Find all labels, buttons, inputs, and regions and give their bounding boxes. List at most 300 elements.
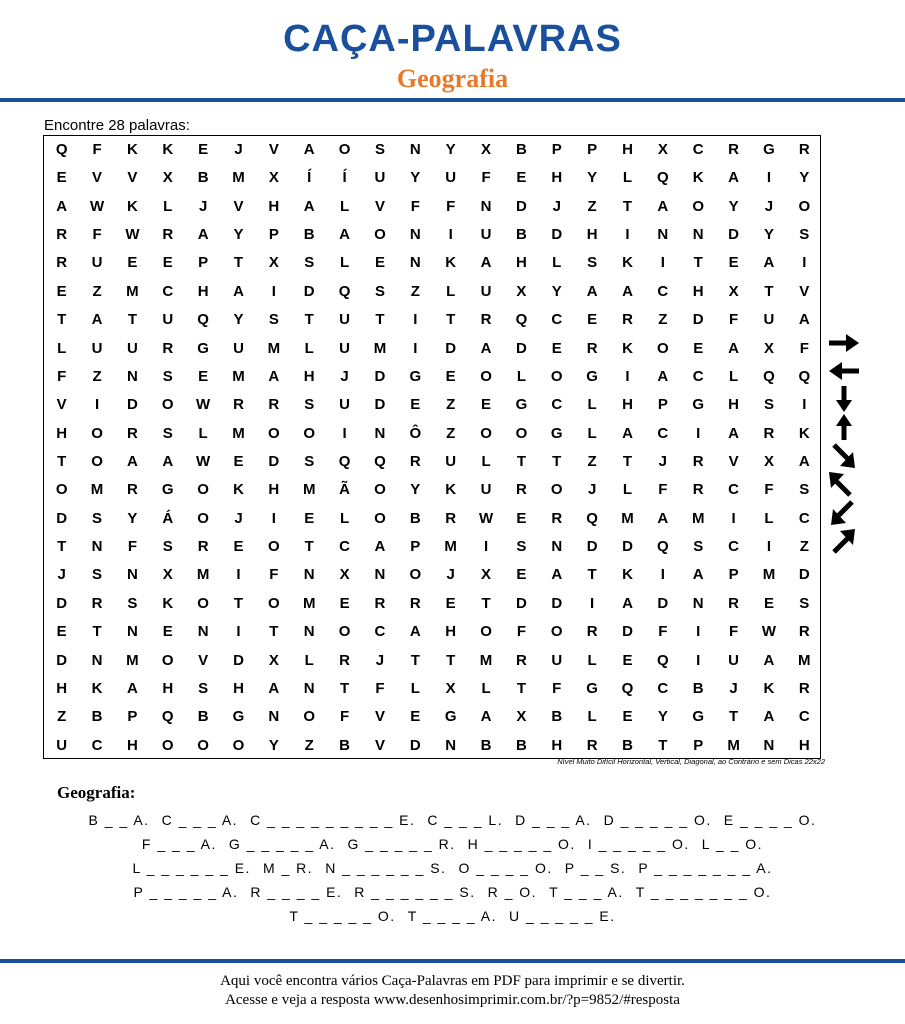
grid-cell[interactable]: A — [728, 424, 739, 442]
grid-cell[interactable]: Z — [57, 708, 67, 726]
grid-cell[interactable]: A — [480, 339, 492, 357]
grid-cell[interactable]: Z — [658, 311, 668, 329]
grid-cell[interactable]: V — [799, 282, 810, 300]
grid-cell[interactable]: U — [339, 396, 350, 414]
grid-cell[interactable]: E — [56, 169, 67, 187]
grid-cell[interactable]: R — [91, 594, 103, 612]
grid-cell[interactable]: A — [339, 226, 350, 244]
grid-cell[interactable]: Q — [197, 311, 209, 329]
grid-cell[interactable]: E — [622, 708, 633, 726]
grid-cell[interactable]: N — [445, 736, 457, 754]
grid-cell[interactable]: I — [696, 623, 701, 641]
grid-cell[interactable]: N — [126, 566, 138, 584]
grid-cell[interactable]: F — [410, 197, 420, 215]
grid-cell[interactable]: I — [660, 254, 665, 272]
grid-cell[interactable]: I — [342, 424, 347, 442]
grid-cell[interactable]: R — [409, 594, 421, 612]
grid-cell[interactable]: C — [657, 282, 669, 300]
grid-cell[interactable]: V — [374, 736, 385, 754]
grid-cell[interactable]: A — [586, 282, 598, 300]
grid-cell[interactable]: Z — [799, 538, 809, 556]
grid-cell[interactable]: W — [196, 453, 211, 470]
grid-cell[interactable]: D — [268, 453, 280, 470]
grid-cell[interactable]: X — [763, 453, 774, 470]
grid-cell[interactable]: F — [340, 708, 350, 726]
grid-cell[interactable]: I — [625, 226, 630, 244]
grid-cell[interactable]: L — [587, 708, 597, 726]
grid-cell[interactable]: F — [799, 339, 809, 357]
grid-cell[interactable]: I — [696, 651, 701, 669]
grid-cell[interactable]: O — [798, 197, 811, 215]
grid-cell[interactable]: V — [374, 708, 385, 726]
grid-cell[interactable]: P — [657, 396, 668, 414]
grid-cell[interactable]: E — [763, 594, 774, 612]
grid-cell[interactable]: Y — [233, 226, 244, 244]
grid-cell[interactable]: X — [445, 679, 456, 697]
grid-cell[interactable]: F — [269, 566, 279, 584]
grid-cell[interactable]: O — [515, 424, 528, 442]
grid-cell[interactable]: L — [410, 679, 420, 697]
grid-cell[interactable]: T — [57, 538, 67, 556]
grid-cell[interactable]: K — [692, 169, 704, 187]
grid-cell[interactable]: A — [551, 566, 563, 584]
grid-cell[interactable]: G — [409, 367, 422, 385]
grid-cell[interactable]: H — [622, 141, 633, 158]
grid-cell[interactable]: A — [162, 453, 174, 470]
grid-cell[interactable]: O — [303, 424, 316, 442]
grid-cell[interactable]: Q — [338, 282, 351, 300]
grid-cell[interactable]: O — [232, 736, 245, 754]
grid-cell[interactable]: D — [515, 197, 527, 215]
grid-cell[interactable]: D — [56, 594, 68, 612]
grid-cell[interactable]: E — [516, 509, 527, 527]
grid-cell[interactable]: V — [374, 197, 385, 215]
grid-cell[interactable]: D — [409, 736, 421, 754]
grid-cell[interactable]: E — [162, 254, 173, 272]
grid-cell[interactable]: R — [515, 651, 527, 669]
grid-cell[interactable]: N — [374, 566, 386, 584]
grid-cell[interactable]: P — [551, 141, 562, 158]
grid-cell[interactable]: I — [660, 566, 665, 584]
grid-cell[interactable]: O — [91, 424, 103, 442]
grid-cell[interactable]: C — [728, 538, 739, 556]
grid-cell[interactable]: G — [692, 396, 705, 414]
grid-cell[interactable]: C — [374, 623, 386, 641]
grid-cell[interactable]: R — [798, 623, 810, 641]
grid-cell[interactable]: T — [304, 538, 314, 556]
grid-cell[interactable]: C — [91, 736, 103, 754]
grid-cell[interactable]: E — [410, 708, 421, 726]
grid-cell[interactable]: T — [516, 453, 526, 470]
grid-cell[interactable]: B — [515, 226, 527, 244]
grid-cell[interactable]: Í — [307, 169, 312, 187]
grid-cell[interactable]: R — [374, 594, 386, 612]
grid-cell[interactable]: R — [692, 453, 704, 470]
grid-cell[interactable]: U — [126, 339, 138, 357]
grid-cell[interactable]: R — [798, 141, 810, 158]
grid-cell[interactable]: U — [339, 311, 350, 329]
grid-cell[interactable]: D — [374, 396, 386, 414]
grid-cell[interactable]: R — [728, 141, 739, 158]
grid-cell[interactable]: X — [763, 339, 774, 357]
grid-cell[interactable]: J — [234, 509, 243, 527]
grid-cell[interactable]: P — [587, 141, 598, 158]
grid-cell[interactable]: G — [692, 708, 705, 726]
grid-cell[interactable]: P — [127, 708, 138, 726]
grid-cell[interactable]: T — [481, 594, 491, 612]
grid-cell[interactable]: A — [622, 424, 633, 442]
grid-cell[interactable]: S — [162, 367, 173, 385]
grid-cell[interactable]: N — [657, 226, 669, 244]
grid-cell[interactable]: O — [197, 509, 209, 527]
grid-cell[interactable]: N — [91, 538, 103, 556]
grid-cell[interactable]: S — [693, 538, 704, 556]
grid-cell[interactable]: K — [445, 254, 457, 272]
grid-cell[interactable]: K — [445, 481, 457, 499]
grid-cell[interactable]: O — [374, 509, 386, 527]
grid-cell[interactable]: A — [692, 566, 704, 584]
grid-cell[interactable]: Z — [446, 424, 456, 442]
grid-cell[interactable]: D — [56, 509, 68, 527]
grid-cell[interactable]: S — [516, 538, 527, 556]
grid-cell[interactable]: H — [551, 169, 563, 187]
grid-cell[interactable]: R — [480, 311, 492, 329]
grid-cell[interactable]: N — [126, 623, 138, 641]
grid-cell[interactable]: M — [727, 736, 740, 754]
grid-cell[interactable]: L — [340, 254, 350, 272]
grid-cell[interactable]: O — [657, 339, 669, 357]
grid-cell[interactable]: A — [91, 311, 103, 329]
grid-cell[interactable]: O — [91, 453, 103, 470]
grid-cell[interactable]: B — [339, 736, 350, 754]
grid-cell[interactable]: Ã — [339, 481, 350, 499]
grid-cell[interactable]: V — [92, 169, 103, 187]
grid-cell[interactable]: T — [127, 311, 137, 329]
grid-cell[interactable]: K — [622, 254, 633, 272]
grid-cell[interactable]: O — [409, 566, 422, 584]
grid-cell[interactable]: E — [198, 141, 209, 158]
grid-cell[interactable]: E — [233, 453, 244, 470]
grid-cell[interactable]: U — [728, 651, 739, 669]
grid-cell[interactable]: E — [374, 254, 385, 272]
grid-cell[interactable]: K — [162, 594, 174, 612]
grid-cell[interactable]: N — [692, 594, 704, 612]
grid-cell[interactable]: E — [198, 367, 209, 385]
grid-cell[interactable]: R — [233, 396, 244, 414]
grid-cell[interactable]: E — [233, 538, 244, 556]
grid-cell[interactable]: O — [480, 424, 492, 442]
grid-cell[interactable]: N — [303, 623, 315, 641]
grid-cell[interactable]: W — [125, 226, 140, 244]
grid-cell[interactable]: K — [126, 197, 138, 215]
grid-cell[interactable]: Y — [551, 282, 562, 300]
grid-cell[interactable]: G — [232, 708, 245, 726]
grid-cell[interactable]: A — [763, 708, 775, 726]
grid-cell[interactable]: D — [233, 651, 244, 669]
grid-cell[interactable]: M — [691, 509, 705, 527]
grid-cell[interactable]: H — [126, 736, 138, 754]
grid-cell[interactable]: P — [268, 226, 279, 244]
grid-cell[interactable]: D — [657, 594, 669, 612]
grid-cell[interactable]: A — [480, 254, 492, 272]
grid-cell[interactable]: G — [161, 481, 174, 499]
grid-cell[interactable]: A — [728, 169, 739, 187]
grid-cell[interactable]: Á — [162, 509, 174, 527]
grid-cell[interactable]: M — [373, 339, 387, 357]
grid-cell[interactable]: H — [515, 254, 527, 272]
grid-cell[interactable]: V — [198, 651, 209, 669]
grid-cell[interactable]: U — [162, 311, 174, 329]
grid-cell[interactable]: X — [481, 566, 492, 584]
grid-cell[interactable]: E — [551, 339, 562, 357]
grid-cell[interactable]: P — [693, 736, 704, 754]
grid-cell[interactable]: C — [798, 509, 810, 527]
grid-cell[interactable]: E — [516, 169, 527, 187]
grid-cell[interactable]: H — [268, 481, 280, 499]
grid-cell[interactable]: T — [446, 651, 456, 669]
grid-cell[interactable]: A — [480, 708, 492, 726]
grid-cell[interactable]: E — [445, 367, 456, 385]
grid-cell[interactable]: J — [764, 197, 774, 215]
grid-cell[interactable]: P — [198, 254, 209, 272]
grid-cell[interactable]: G — [515, 396, 528, 414]
grid-cell[interactable]: A — [798, 453, 810, 470]
grid-cell[interactable]: U — [763, 311, 775, 329]
grid-cell[interactable]: N — [197, 623, 209, 641]
grid-cell[interactable]: A — [728, 339, 739, 357]
grid-cell[interactable]: G — [444, 708, 457, 726]
grid-cell[interactable]: L — [729, 367, 739, 385]
grid-cell[interactable]: H — [56, 424, 68, 442]
grid-cell[interactable]: X — [657, 141, 668, 158]
grid-cell[interactable]: F — [92, 226, 102, 244]
grid-cell[interactable]: L — [446, 282, 456, 300]
grid-cell[interactable]: Q — [798, 367, 811, 385]
grid-cell[interactable]: T — [57, 311, 67, 329]
grid-cell[interactable]: L — [57, 339, 67, 357]
grid-cell[interactable]: U — [339, 339, 350, 357]
grid-cell[interactable]: Q — [55, 141, 68, 158]
grid-cell[interactable]: M — [90, 481, 104, 499]
grid-cell[interactable]: E — [410, 396, 421, 414]
grid-cell[interactable]: A — [233, 282, 244, 300]
grid-cell[interactable]: O — [374, 226, 386, 244]
grid-cell[interactable]: C — [657, 679, 669, 697]
grid-cell[interactable]: X — [268, 169, 279, 187]
grid-cell[interactable]: I — [766, 169, 772, 187]
grid-cell[interactable]: M — [232, 169, 245, 187]
grid-cell[interactable]: I — [413, 339, 418, 357]
grid-cell[interactable]: A — [197, 226, 209, 244]
grid-cell[interactable]: D — [622, 623, 633, 641]
grid-cell[interactable]: M — [196, 566, 210, 584]
grid-cell[interactable]: S — [304, 453, 315, 470]
grid-cell[interactable]: O — [55, 481, 68, 499]
grid-cell[interactable]: T — [269, 623, 279, 641]
grid-cell[interactable]: B — [197, 169, 209, 187]
grid-cell[interactable]: Y — [587, 169, 598, 187]
grid-cell[interactable]: T — [340, 679, 350, 697]
grid-cell[interactable]: N — [374, 424, 386, 442]
grid-cell[interactable]: D — [515, 594, 527, 612]
grid-cell[interactable]: C — [339, 538, 350, 556]
grid-cell[interactable]: Q — [657, 169, 669, 187]
grid-cell[interactable]: D — [56, 651, 68, 669]
grid-cell[interactable]: R — [126, 424, 138, 442]
grid-cell[interactable]: L — [587, 424, 597, 442]
grid-cell[interactable]: L — [764, 509, 774, 527]
grid-cell[interactable]: I — [802, 254, 807, 272]
grid-cell[interactable]: U — [480, 481, 492, 499]
grid-cell[interactable]: L — [587, 651, 597, 669]
grid-cell[interactable]: V — [127, 169, 138, 187]
grid-cell[interactable]: Z — [92, 282, 102, 300]
grid-cell[interactable]: D — [374, 367, 386, 385]
grid-cell[interactable]: J — [446, 566, 455, 584]
grid-cell[interactable]: H — [728, 396, 739, 414]
grid-cell[interactable]: U — [56, 736, 68, 754]
grid-cell[interactable]: Y — [410, 169, 421, 187]
grid-cell[interactable]: O — [161, 396, 174, 414]
grid-cell[interactable]: A — [657, 367, 669, 385]
grid-cell[interactable]: M — [267, 339, 281, 357]
grid-cell[interactable]: V — [268, 141, 279, 158]
grid-cell[interactable]: L — [304, 651, 314, 669]
grid-cell[interactable]: O — [268, 594, 280, 612]
grid-cell[interactable]: A — [268, 679, 280, 697]
grid-cell[interactable]: O — [197, 736, 209, 754]
grid-cell[interactable]: K — [91, 679, 103, 697]
grid-cell[interactable]: A — [798, 311, 810, 329]
grid-cell[interactable]: A — [268, 367, 280, 385]
grid-cell[interactable]: U — [233, 339, 244, 357]
grid-cell[interactable]: R — [551, 509, 563, 527]
grid-cell[interactable]: M — [126, 282, 139, 300]
grid-cell[interactable]: L — [340, 509, 350, 527]
grid-cell[interactable]: R — [409, 453, 421, 470]
grid-cell[interactable]: N — [409, 226, 421, 244]
grid-cell[interactable]: C — [798, 708, 810, 726]
grid-cell[interactable]: T — [658, 736, 668, 754]
grid-cell[interactable]: O — [338, 141, 351, 158]
grid-cell[interactable]: R — [586, 623, 598, 641]
grid-cell[interactable]: S — [92, 566, 103, 584]
grid-cell[interactable]: Y — [268, 736, 279, 754]
grid-cell[interactable]: S — [127, 594, 138, 612]
grid-cell[interactable]: L — [622, 481, 633, 499]
grid-cell[interactable]: F — [446, 197, 456, 215]
grid-cell[interactable]: F — [92, 141, 102, 158]
grid-cell[interactable]: T — [729, 708, 739, 726]
grid-cell[interactable]: B — [197, 708, 209, 726]
grid-cell[interactable]: F — [127, 538, 137, 556]
grid-cell[interactable]: I — [94, 396, 100, 414]
grid-cell[interactable]: O — [197, 594, 209, 612]
grid-cell[interactable]: F — [516, 623, 526, 641]
grid-cell[interactable]: U — [91, 254, 103, 272]
grid-cell[interactable]: G — [763, 141, 775, 158]
grid-cell[interactable]: R — [268, 396, 280, 414]
grid-cell[interactable]: C — [692, 367, 704, 385]
grid-cell[interactable]: U — [480, 226, 492, 244]
grid-cell[interactable]: D — [445, 339, 457, 357]
grid-cell[interactable]: Z — [304, 736, 314, 754]
grid-cell[interactable]: K — [233, 481, 244, 499]
grid-cell[interactable]: J — [198, 197, 208, 215]
grid-cell[interactable]: A — [657, 197, 669, 215]
grid-cell[interactable]: S — [374, 141, 385, 158]
grid-cell[interactable]: B — [515, 141, 527, 158]
grid-cell[interactable]: L — [340, 197, 350, 215]
grid-cell[interactable]: I — [590, 594, 595, 612]
grid-cell[interactable]: N — [268, 708, 280, 726]
grid-cell[interactable]: I — [766, 538, 772, 556]
grid-cell[interactable]: Q — [338, 453, 351, 470]
grid-cell[interactable]: J — [587, 481, 597, 499]
grid-cell[interactable]: G — [586, 679, 598, 697]
grid-cell[interactable]: I — [483, 538, 489, 556]
grid-cell[interactable]: R — [162, 339, 174, 357]
grid-cell[interactable]: O — [550, 481, 563, 499]
grid-cell[interactable]: Z — [587, 197, 597, 215]
grid-cell[interactable]: I — [413, 311, 418, 329]
grid-cell[interactable]: E — [162, 623, 173, 641]
grid-cell[interactable]: F — [375, 679, 385, 697]
grid-cell[interactable]: M — [302, 481, 316, 499]
grid-cell[interactable]: Z — [587, 453, 597, 470]
grid-cell[interactable]: F — [57, 367, 67, 385]
grid-cell[interactable]: K — [622, 339, 633, 357]
grid-cell[interactable]: H — [303, 367, 315, 385]
grid-cell[interactable]: D — [515, 339, 527, 357]
grid-cell[interactable]: T — [375, 311, 385, 329]
grid-cell[interactable]: H — [233, 679, 244, 697]
grid-cell[interactable]: V — [728, 453, 739, 470]
grid-cell[interactable]: D — [303, 282, 315, 300]
grid-cell[interactable]: B — [515, 736, 527, 754]
grid-cell[interactable]: E — [481, 396, 492, 414]
grid-cell[interactable]: K — [763, 679, 775, 697]
grid-cell[interactable]: F — [729, 311, 739, 329]
grid-cell[interactable]: L — [552, 254, 562, 272]
grid-cell[interactable]: Z — [92, 367, 102, 385]
grid-cell[interactable]: O — [338, 623, 351, 641]
grid-cell[interactable]: N — [409, 141, 421, 158]
grid-cell[interactable]: R — [586, 339, 598, 357]
grid-cell[interactable]: D — [126, 396, 138, 414]
grid-cell[interactable]: J — [658, 453, 668, 470]
grid-cell[interactable]: E — [587, 311, 598, 329]
grid-cell[interactable]: M — [762, 566, 776, 584]
grid-cell[interactable]: Y — [799, 169, 810, 187]
grid-cell[interactable]: D — [728, 226, 739, 244]
grid-cell[interactable]: Y — [233, 311, 244, 329]
grid-cell[interactable]: R — [586, 736, 598, 754]
grid-cell[interactable]: A — [657, 509, 669, 527]
grid-cell[interactable]: F — [552, 679, 562, 697]
grid-cell[interactable]: T — [693, 254, 703, 272]
grid-cell[interactable]: Q — [374, 453, 386, 470]
grid-cell[interactable]: S — [92, 509, 103, 527]
grid-cell[interactable]: O — [480, 623, 492, 641]
grid-cell[interactable]: N — [692, 226, 704, 244]
grid-cell[interactable]: N — [551, 538, 563, 556]
grid-cell[interactable]: A — [374, 538, 386, 556]
grid-cell[interactable]: E — [622, 651, 633, 669]
grid-cell[interactable]: M — [232, 424, 245, 442]
grid-cell[interactable]: N — [303, 566, 315, 584]
grid-cell[interactable]: Q — [657, 651, 669, 669]
